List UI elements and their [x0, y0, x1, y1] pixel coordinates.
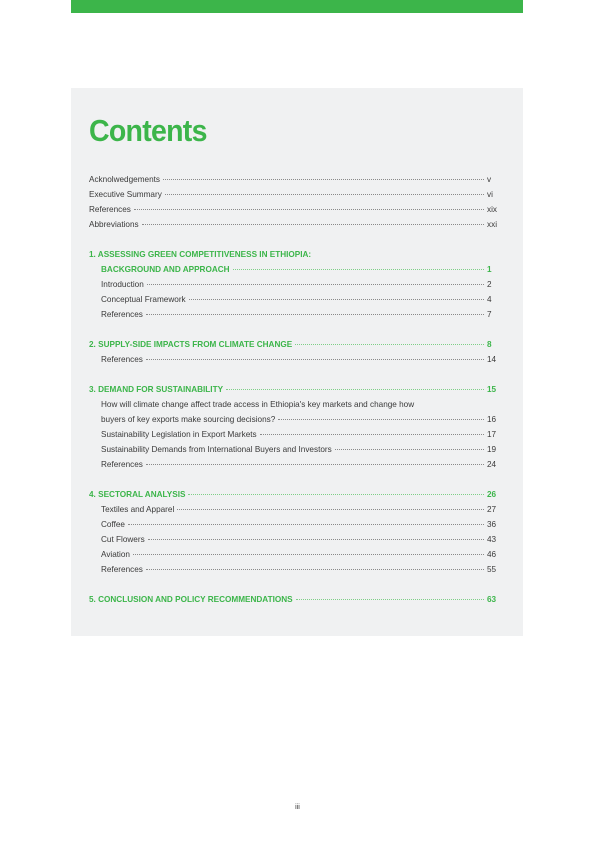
toc-entry-page: 27: [487, 505, 497, 514]
toc-section-5[interactable]: [89, 592, 499, 607]
toc-entry-references[interactable]: [89, 562, 499, 577]
toc-section-label: 5. CONCLUSION AND POLICY RECOMMENDATIONS: [89, 595, 293, 604]
spacer: [89, 577, 499, 592]
toc-entry-label: References: [101, 355, 143, 364]
toc-entry-references[interactable]: [89, 457, 499, 472]
toc-section-page: 26: [487, 490, 497, 499]
contents-title: Contents: [89, 113, 207, 148]
dot-leader: [142, 224, 484, 225]
toc-entry-conceptual-framework[interactable]: [89, 292, 499, 307]
dot-leader: [335, 449, 484, 450]
dot-leader: [128, 524, 484, 525]
toc-entry-label: Coffee: [101, 520, 125, 529]
toc-section-1[interactable]: [89, 262, 499, 277]
toc-entry-label: Cut Flowers: [101, 535, 145, 544]
toc-section-2[interactable]: [89, 337, 499, 352]
toc-entry-abbreviations[interactable]: [89, 217, 499, 232]
dot-leader: [133, 554, 484, 555]
toc-entry-introduction[interactable]: [89, 277, 499, 292]
toc-entry-label: buyers of key exports make sourcing decisions?: [101, 415, 276, 424]
toc-section-page: 63: [487, 595, 497, 604]
toc-section-page: 1: [487, 265, 492, 274]
toc-entry-label: Aviation: [101, 550, 130, 559]
toc-section-label: BACKGROUND AND APPROACH: [101, 265, 230, 274]
toc-entry-page: xix: [487, 205, 498, 214]
toc-entry-acknowledgements[interactable]: [89, 172, 499, 187]
toc-section-4[interactable]: [89, 487, 499, 502]
dot-leader: [146, 464, 484, 465]
dot-leader: [134, 209, 484, 210]
dot-leader: [146, 569, 484, 570]
toc-entry-label: Introduction: [101, 280, 144, 289]
toc-section-label: 3. DEMAND FOR SUSTAINABILITY: [89, 385, 224, 394]
toc-entry-label: Textiles and Apparel: [101, 505, 175, 514]
dot-leader: [146, 359, 484, 360]
toc-entry-label: Acknolwedgements: [89, 175, 160, 184]
dot-leader: [177, 509, 484, 510]
toc-entry-page: 14: [487, 355, 497, 364]
toc-section-page: 15: [487, 385, 497, 394]
spacer: [89, 472, 499, 487]
toc-entry-label: References: [101, 310, 143, 319]
dot-leader: [278, 419, 484, 420]
dot-leader: [165, 194, 484, 195]
toc-entry-label: References: [101, 565, 143, 574]
spacer: [89, 322, 499, 337]
table-of-contents: [89, 172, 499, 607]
toc-entry-page: 7: [487, 310, 492, 319]
page-number: iii: [295, 804, 300, 811]
toc-entry-page: 4: [487, 295, 492, 304]
toc-entry-label: Abbreviations: [89, 220, 139, 229]
toc-entry-page: 2: [487, 280, 492, 289]
toc-entry-page: 17: [487, 430, 497, 439]
top-accent-bar: [71, 0, 523, 13]
toc-entry-references[interactable]: [89, 202, 499, 217]
toc-entry-label: Sustainability Demands from International Buyers and Investors: [101, 445, 332, 454]
toc-entry-sustainability-demands[interactable]: [89, 442, 499, 457]
toc-entry-executive-summary[interactable]: [89, 187, 499, 202]
toc-entry-page: 43: [487, 535, 497, 544]
toc-entry-cut-flowers[interactable]: [89, 532, 499, 547]
toc-section-label: 4. SECTORAL ANALYSIS: [89, 490, 186, 499]
toc-entry-page: 16: [487, 415, 497, 424]
spacer: [89, 367, 499, 382]
toc-entry-label: Conceptual Framework: [101, 295, 186, 304]
toc-entry-page: v: [487, 175, 492, 184]
toc-entry-coffee[interactable]: [89, 517, 499, 532]
toc-entry-sustainability-legislation[interactable]: [89, 427, 499, 442]
toc-entry-page: 19: [487, 445, 497, 454]
toc-entry-label: Executive Summary: [89, 190, 162, 199]
toc-entry-references[interactable]: [89, 352, 499, 367]
dot-leader: [295, 344, 484, 345]
dot-leader: [260, 434, 484, 435]
dot-leader: [296, 599, 484, 600]
dot-leader: [148, 539, 484, 540]
toc-entry-climate-trade-line1[interactable]: How will climate change affect trade access in Ethiopia's key markets and change how: [101, 400, 415, 409]
toc-section-label: 2. SUPPLY-SIDE IMPACTS FROM CLIMATE CHANGE: [89, 340, 293, 349]
toc-entry-climate-trade[interactable]: [89, 412, 499, 427]
toc-entry-label: References: [101, 460, 143, 469]
toc-section-3[interactable]: [89, 382, 499, 397]
toc-section-1-title-line1[interactable]: 1. ASSESSING GREEN COMPETITIVENESS IN ETHIOPIA:: [89, 250, 312, 259]
toc-entry-page: xxi: [487, 220, 498, 229]
toc-entry-page: 46: [487, 550, 497, 559]
dot-leader: [189, 299, 484, 300]
dot-leader: [233, 269, 484, 270]
toc-entry-label: References: [89, 205, 131, 214]
toc-section-page: 8: [487, 340, 492, 349]
toc-entry-page: 55: [487, 565, 497, 574]
dot-leader: [147, 284, 484, 285]
dot-leader: [188, 494, 484, 495]
dot-leader: [163, 179, 484, 180]
toc-entry-label: Sustainability Legislation in Export Markets: [101, 430, 257, 439]
spacer: [89, 232, 499, 247]
dot-leader: [226, 389, 484, 390]
toc-entry-page: vi: [487, 190, 493, 199]
toc-entry-aviation[interactable]: [89, 547, 499, 562]
toc-entry-references[interactable]: [89, 307, 499, 322]
toc-entry-textiles[interactable]: [89, 502, 499, 517]
dot-leader: [146, 314, 484, 315]
toc-entry-page: 24: [487, 460, 497, 469]
toc-entry-page: 36: [487, 520, 497, 529]
